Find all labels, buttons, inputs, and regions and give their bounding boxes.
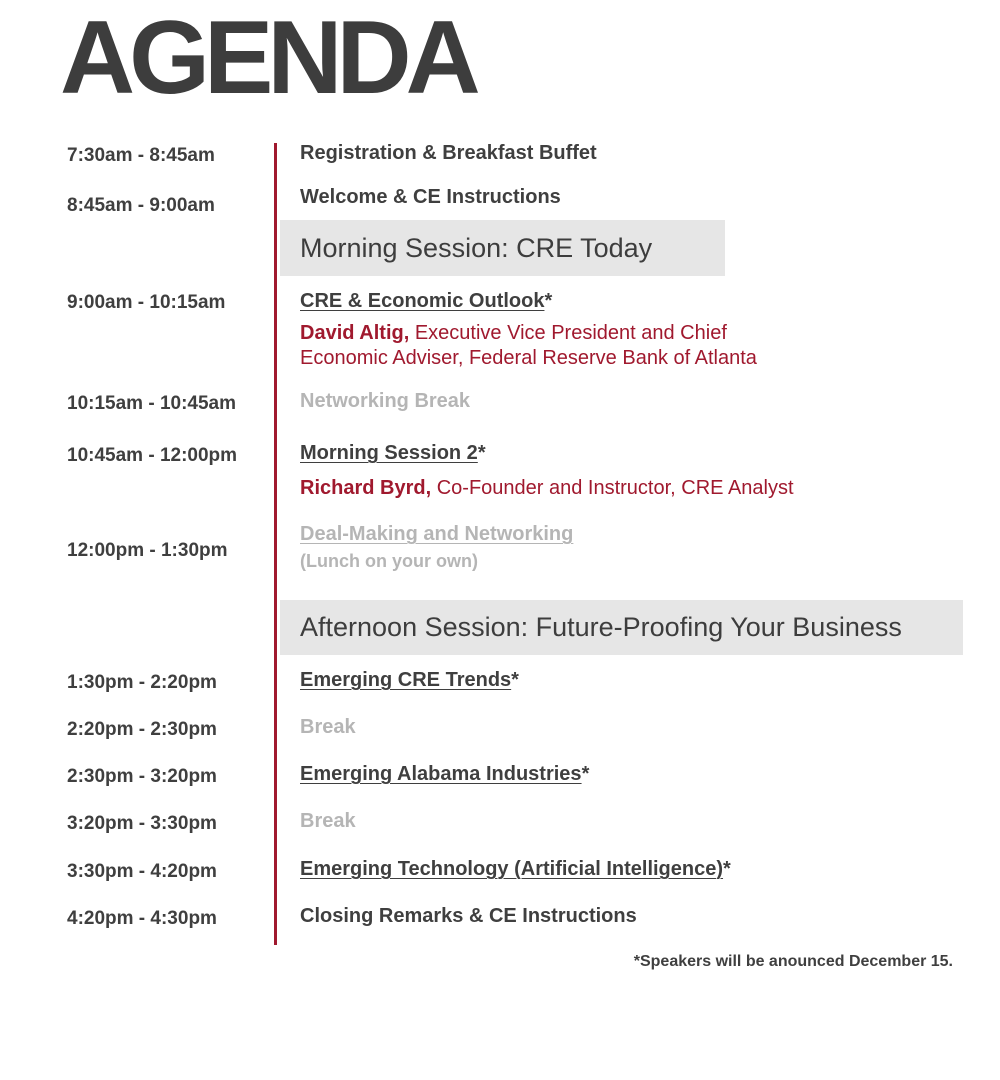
speaker-title-cont: Economic Adviser, Federal Reserve Bank of Atlanta [300, 347, 757, 369]
time-slot: 7:30am - 8:45am [67, 145, 215, 166]
session-header-label: Morning Session: CRE Today [300, 233, 653, 263]
morning-session-header [280, 220, 725, 276]
footnote: *Speakers will be anounced December 15. [633, 953, 953, 970]
agenda-item-break: Break [300, 716, 356, 738]
asterisk-mark: * [544, 290, 553, 312]
cre-trends-link[interactable]: Emerging CRE Trends [300, 669, 512, 691]
agenda-item-registration: Registration & Breakfast Buffet [300, 142, 597, 164]
asterisk-mark: * [511, 669, 519, 691]
page-title: AGENDA [60, 0, 475, 116]
speaker-name: Richard Byrd, [300, 477, 432, 499]
time-slot: 3:30pm - 4:20pm [67, 861, 217, 882]
agenda-item-alabama-industries [300, 763, 589, 786]
asterisk-mark: * [723, 858, 731, 880]
agenda-item-welcome: Welcome & CE Instructions [300, 186, 561, 208]
lunch-note: (Lunch on your own) [300, 551, 478, 571]
session-header-label: Afternoon Session: Future-Proofing Your Business [300, 612, 902, 642]
agenda-item-cre-trends [300, 669, 519, 692]
time-slot: 8:45am - 9:00am [67, 195, 215, 216]
time-slot: 9:00am - 10:15am [67, 292, 226, 313]
deal-making-link[interactable]: Deal-Making and Networking [300, 523, 574, 545]
agenda-item-technology [300, 858, 731, 881]
agenda-item-cre-outlook [300, 290, 552, 313]
agenda-item-closing: Closing Remarks & CE Instructions [300, 905, 637, 927]
time-slot: 10:15am - 10:45am [67, 393, 236, 414]
asterisk-mark: * [477, 442, 486, 464]
time-slot: 2:20pm - 2:30pm [67, 719, 217, 740]
timeline-divider [274, 143, 277, 945]
cre-outlook-link[interactable]: CRE & Economic Outlook [300, 290, 545, 312]
speaker-richard-byrd [300, 476, 794, 501]
emerging-technology-link[interactable]: Emerging Technology (Artificial Intelligence) [300, 858, 724, 880]
time-slot: 1:30pm - 2:20pm [67, 672, 217, 693]
agenda-item-networking-break: Networking Break [300, 390, 471, 412]
asterisk-mark: * [581, 763, 590, 785]
agenda-item-break: Break [300, 810, 356, 832]
time-slot: 3:20pm - 3:30pm [67, 813, 217, 834]
speaker-david-altig [300, 321, 757, 371]
speaker-name: David Altig, [300, 322, 410, 344]
morning-session-2-link[interactable]: Morning Session 2 [300, 442, 478, 464]
afternoon-session-header [280, 600, 963, 655]
time-slot: 12:00pm - 1:30pm [67, 540, 228, 561]
time-slot: 2:30pm - 3:20pm [67, 766, 217, 787]
time-slot: 10:45am - 12:00pm [67, 445, 238, 466]
time-slot: 4:20pm - 4:30pm [67, 908, 217, 929]
speaker-title: Executive Vice President and Chief [409, 322, 727, 344]
alabama-industries-link[interactable]: Emerging Alabama Industries [300, 763, 582, 785]
agenda-item-morning-session-2 [300, 442, 486, 465]
speaker-title: Co-Founder and Instructor, CRE Analyst [431, 477, 794, 499]
